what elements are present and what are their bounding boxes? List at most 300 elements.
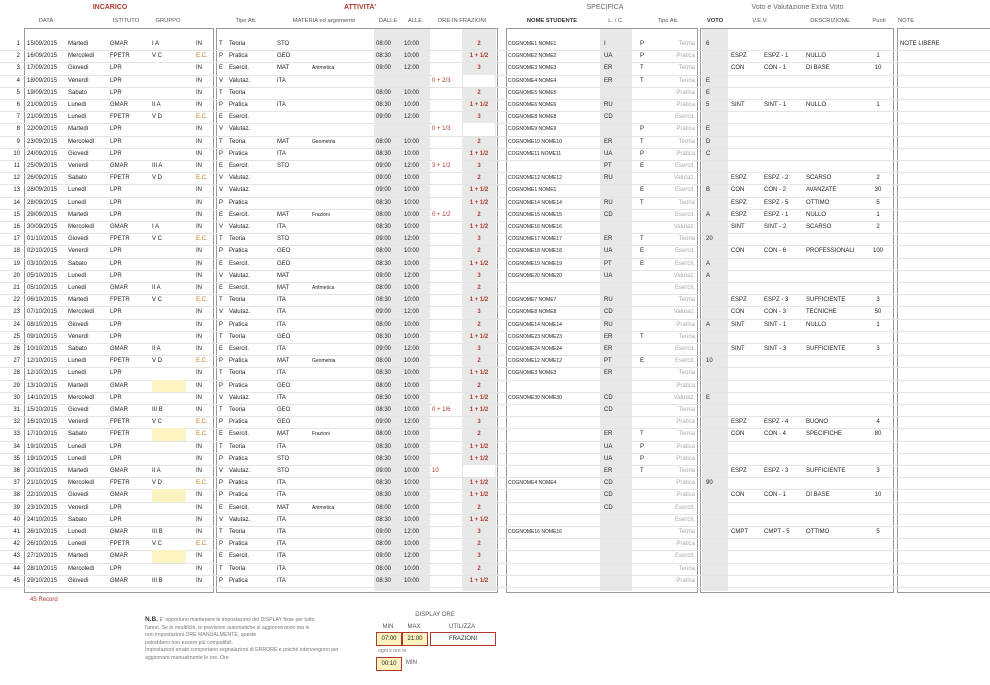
table-row[interactable] xyxy=(0,50,990,63)
cell-t2[interactable] xyxy=(640,172,650,184)
cell-v1[interactable]: ESPZ xyxy=(731,419,747,426)
cell-note[interactable] xyxy=(900,331,986,343)
cell-v2[interactable]: ESPZ - 5 xyxy=(764,199,789,206)
cell-desc[interactable] xyxy=(806,441,864,453)
cell-desc[interactable]: NULLO xyxy=(806,102,827,108)
cell-att[interactable]: Pratica xyxy=(229,321,248,328)
cell-desc[interactable] xyxy=(806,550,864,562)
cell-pt[interactable]: 10 xyxy=(874,492,882,499)
cell-t2[interactable]: P xyxy=(640,455,645,462)
cell-desc[interactable]: SCARSO xyxy=(806,175,832,182)
cell-ore[interactable] xyxy=(432,282,462,294)
cell-day[interactable]: Martedì xyxy=(68,297,89,304)
cell-att[interactable]: Valutaz. xyxy=(229,175,251,182)
cell-arg[interactable] xyxy=(312,575,370,587)
cell-mat[interactable]: MAT xyxy=(277,211,290,218)
cell-ist[interactable]: FPETR xyxy=(110,419,130,426)
table-row[interactable] xyxy=(0,355,990,368)
cell-voto[interactable]: C xyxy=(706,150,711,157)
cell-note[interactable] xyxy=(900,87,986,99)
cell-t[interactable]: P xyxy=(219,358,224,365)
cell-alle[interactable]: 10:00 xyxy=(404,224,420,230)
cell-ist[interactable]: LPR xyxy=(110,516,122,523)
cell-att[interactable]: Teoria xyxy=(229,407,246,413)
cell-ist[interactable]: LPR xyxy=(110,443,122,450)
cell-ist[interactable]: GMAR xyxy=(110,41,128,47)
cell-in[interactable]: IN xyxy=(196,468,202,474)
cell-att2[interactable]: Teoria xyxy=(678,529,695,535)
cell-voto[interactable] xyxy=(706,575,726,587)
cell-in[interactable]: IN xyxy=(196,89,202,96)
cell-t[interactable]: E xyxy=(219,65,224,72)
cell-grp[interactable]: V D xyxy=(152,114,163,121)
cell-att2[interactable]: Pratica xyxy=(676,53,695,60)
cell-mat[interactable]: GEO xyxy=(277,382,291,389)
cell-att2[interactable]: Valutaz. xyxy=(673,394,695,401)
cell-note[interactable] xyxy=(900,233,986,245)
cell-desc[interactable] xyxy=(806,538,864,550)
cell-stud[interactable]: COGNOME8 NOME8 xyxy=(508,114,557,121)
cell-v2[interactable]: ESPZ - 1 xyxy=(764,53,789,60)
cell-arg[interactable] xyxy=(312,392,370,404)
cell-ore[interactable] xyxy=(432,416,462,428)
cell-dalle[interactable]: 08:00 xyxy=(376,211,392,218)
cell-t2[interactable]: P xyxy=(640,443,645,450)
cell-att2[interactable]: Teoria xyxy=(678,431,695,438)
cell-stud[interactable]: COGNOME18 NOME18 xyxy=(508,248,562,255)
cell-t2[interactable] xyxy=(640,502,650,514)
cell-ist[interactable]: LPR xyxy=(110,504,122,511)
cell-att2[interactable]: Teoria xyxy=(678,370,695,377)
cell-t2[interactable] xyxy=(640,575,650,587)
cell-day[interactable]: Venerdì xyxy=(68,333,89,340)
cell-date[interactable]: 16/10/2015 xyxy=(27,419,58,426)
cell-lc[interactable]: CD xyxy=(604,211,613,218)
cell-v1[interactable] xyxy=(731,282,761,294)
cell-v2[interactable]: CON - 2 xyxy=(764,187,787,194)
cell-lc[interactable] xyxy=(604,416,628,428)
cell-stud[interactable]: COGNOME19 NOME19 xyxy=(508,260,562,267)
cell-arg[interactable]: Frazioni xyxy=(312,431,330,438)
cell-pt[interactable] xyxy=(866,75,890,87)
cell-desc[interactable] xyxy=(806,563,864,575)
cell-grp[interactable]: V D xyxy=(152,358,163,365)
cell-v1[interactable]: CON xyxy=(731,492,745,499)
cell-grp[interactable] xyxy=(152,514,186,526)
cell-desc[interactable]: NULLO xyxy=(806,321,827,328)
cell-t[interactable]: P xyxy=(219,480,224,487)
cell-v2[interactable] xyxy=(764,270,804,282)
cell-mat[interactable]: ITA xyxy=(277,346,286,352)
cell-in[interactable]: IN xyxy=(196,138,202,145)
cell-lc[interactable]: I xyxy=(604,41,606,47)
cell-dalle[interactable]: 09:00 xyxy=(376,272,392,279)
cell-note[interactable] xyxy=(900,282,986,294)
cell-alle[interactable]: 10:00 xyxy=(404,468,420,474)
cell-date[interactable]: 25/09/2015 xyxy=(27,163,58,169)
cell-v2[interactable]: SINT - 1 xyxy=(764,321,787,328)
cell-att[interactable]: Pratica xyxy=(229,53,248,60)
cell-alle[interactable]: 10:00 xyxy=(404,370,420,377)
cell-v2[interactable]: CON - 1 xyxy=(764,492,787,499)
cell-v1[interactable] xyxy=(731,87,761,99)
cell-att[interactable]: Esercit. xyxy=(229,553,250,560)
cell-desc[interactable]: AVANZATE xyxy=(806,187,837,194)
cell-lc[interactable] xyxy=(604,282,628,294)
cell-t[interactable]: T xyxy=(219,138,223,145)
cell-v2[interactable] xyxy=(764,392,804,404)
cell-dalle[interactable]: 08:30 xyxy=(376,443,392,450)
cell-mat[interactable] xyxy=(277,184,307,196)
cell-day[interactable]: Lunedì xyxy=(68,443,87,450)
cell-ore[interactable] xyxy=(432,367,462,379)
cell-stud[interactable]: COGNOME6 NOME6 xyxy=(508,102,557,108)
cell-t[interactable]: V xyxy=(219,224,224,230)
cell-note[interactable] xyxy=(900,245,986,257)
cell-arg[interactable] xyxy=(312,99,370,111)
cell-note[interactable] xyxy=(900,209,986,221)
cell-ist[interactable]: FPETR xyxy=(110,236,130,243)
cell-t2[interactable] xyxy=(640,514,650,526)
cell-arg[interactable] xyxy=(312,538,370,550)
cell-grp[interactable]: III B xyxy=(152,407,163,413)
cell-arg[interactable] xyxy=(312,453,370,465)
cell-t2[interactable]: T xyxy=(640,431,644,438)
cell-day[interactable]: Giovedì xyxy=(68,407,89,413)
cell-dalle[interactable]: 08:30 xyxy=(376,480,392,487)
cell-stud[interactable]: COGNOME3 NOME3 xyxy=(508,370,557,377)
cell-voto[interactable]: 10 xyxy=(706,358,713,365)
cell-voto[interactable] xyxy=(706,197,726,209)
cell-ist[interactable]: LPR xyxy=(110,248,122,255)
cell-dalle[interactable]: 09:00 xyxy=(376,65,392,72)
cell-lc[interactable]: UA xyxy=(604,455,613,462)
cell-alle[interactable]: 10:00 xyxy=(404,89,420,96)
cell-day[interactable]: Lunedì xyxy=(68,187,87,194)
cell-voto[interactable] xyxy=(706,465,726,477)
cell-stud[interactable] xyxy=(508,514,598,526)
cell-stud[interactable]: COGNOME12 NOME12 xyxy=(508,175,562,182)
cell-dalle[interactable]: 08:00 xyxy=(376,248,392,255)
cell-dalle[interactable]: 09:00 xyxy=(376,187,392,194)
table-row[interactable] xyxy=(0,331,990,344)
cell-t2[interactable] xyxy=(640,319,650,331)
cell-alle[interactable]: 12:00 xyxy=(404,529,420,535)
cell-att2[interactable]: Teoria xyxy=(678,77,695,84)
cell-desc[interactable] xyxy=(806,148,864,160)
cell-att2[interactable]: Esercit. xyxy=(674,516,695,523)
cell-date[interactable]: 22/09/2015 xyxy=(27,126,58,133)
table-row[interactable] xyxy=(0,148,990,161)
cell-ist[interactable]: GMAR xyxy=(110,577,128,584)
cell-stud[interactable]: COGNOME20 NOME20 xyxy=(508,272,562,279)
cell-in[interactable]: E.C. xyxy=(196,114,208,121)
cell-arg[interactable] xyxy=(312,404,370,416)
cell-v1[interactable]: CMPT xyxy=(731,529,748,535)
cell-ist[interactable]: GMAR xyxy=(110,529,128,535)
cell-fr[interactable]: 1 + 1/2 xyxy=(469,260,489,267)
cell-att2[interactable]: Teoria xyxy=(678,297,695,304)
cell-ist[interactable]: LPR xyxy=(110,309,122,316)
cell-n[interactable]: 22 xyxy=(13,297,20,304)
cell-att2[interactable]: Pratica xyxy=(676,455,695,462)
cell-ist[interactable]: LPR xyxy=(110,65,122,72)
cell-fr[interactable] xyxy=(463,75,495,87)
cell-ore[interactable] xyxy=(432,294,462,306)
cell-stud[interactable] xyxy=(508,428,598,440)
cell-v1[interactable]: SINT xyxy=(731,321,745,328)
cell-t[interactable]: V xyxy=(219,468,224,474)
cell-att[interactable]: Valutaz. xyxy=(229,126,251,133)
cell-in[interactable]: IN xyxy=(196,492,202,499)
cell-ist[interactable]: GMAR xyxy=(110,407,128,413)
cell-pt[interactable] xyxy=(866,477,890,489)
cell-grp[interactable] xyxy=(152,428,186,440)
cell-voto[interactable] xyxy=(706,489,726,501)
cell-day[interactable]: Lunedì xyxy=(68,102,87,108)
cell-t2[interactable]: T xyxy=(640,236,644,243)
cell-mat[interactable]: MAT xyxy=(277,138,290,145)
cell-grp[interactable]: III A xyxy=(152,163,163,169)
cell-att2[interactable]: Esercit. xyxy=(674,260,695,267)
cell-note[interactable] xyxy=(900,111,986,123)
cell-lc[interactable] xyxy=(604,514,628,526)
cell-desc[interactable]: SUFFICIENTE xyxy=(806,346,846,352)
cell-t[interactable]: P xyxy=(219,492,224,499)
cell-v2[interactable] xyxy=(764,75,804,87)
cell-ist[interactable]: FPETR xyxy=(110,480,130,487)
cell-n[interactable]: 15 xyxy=(13,211,20,218)
cell-ore[interactable] xyxy=(432,87,462,99)
cell-alle[interactable]: 12:00 xyxy=(404,163,420,169)
cell-voto[interactable] xyxy=(706,245,726,257)
cell-dalle[interactable]: 08:00 xyxy=(376,431,392,438)
cell-dalle[interactable]: 08:30 xyxy=(376,199,392,206)
cell-note[interactable] xyxy=(900,343,986,355)
cell-stud[interactable]: COGNOME30 NOME30 xyxy=(508,394,562,401)
cell-att[interactable]: Pratica xyxy=(229,382,248,389)
cell-n[interactable]: 4 xyxy=(16,77,20,84)
cell-ore[interactable] xyxy=(432,489,462,501)
cell-v1[interactable]: ESPZ xyxy=(731,211,747,218)
cell-desc[interactable] xyxy=(806,502,864,514)
cell-stud[interactable]: COGNOME10 NOME10 xyxy=(508,138,562,145)
cell-v2[interactable] xyxy=(764,258,804,270)
cell-att2[interactable]: Teoria xyxy=(678,565,695,572)
cell-alle[interactable]: 12:00 xyxy=(404,236,420,243)
cell-voto[interactable]: E xyxy=(706,89,711,96)
cell-date[interactable]: 15/10/2015 xyxy=(27,407,58,413)
table-row[interactable] xyxy=(0,477,990,490)
cell-att[interactable]: Valutaz. xyxy=(229,394,251,401)
cell-t[interactable]: P xyxy=(219,102,224,108)
cell-n[interactable]: 45 xyxy=(13,577,20,584)
cell-stud[interactable]: COGNOME12 NOME12 xyxy=(508,358,562,365)
cell-t[interactable]: T xyxy=(219,565,223,572)
cell-t2[interactable]: P xyxy=(640,41,645,47)
cell-stud[interactable]: COGNOME23 NOME23 xyxy=(508,333,562,340)
cell-t2[interactable]: E xyxy=(640,187,645,194)
cell-fr[interactable]: 1 + 1/2 xyxy=(469,577,489,584)
cell-v2[interactable]: SINT - 2 xyxy=(764,224,787,230)
cell-lc[interactable]: PT xyxy=(604,358,612,365)
cell-day[interactable]: Giovedì xyxy=(68,65,89,72)
cell-arg[interactable] xyxy=(312,75,370,87)
cell-note[interactable]: NOTE LIBERE xyxy=(900,41,940,47)
cell-day[interactable]: Sabato xyxy=(68,260,88,267)
cell-lc[interactable]: RU xyxy=(604,297,613,304)
table-row[interactable] xyxy=(0,367,990,380)
cell-t[interactable]: P xyxy=(219,577,224,584)
cell-grp[interactable]: V D xyxy=(152,175,163,182)
cell-date[interactable]: 24/09/2015 xyxy=(27,150,58,157)
cell-day[interactable]: Mercoledì xyxy=(68,309,95,316)
cell-alle[interactable]: 10:00 xyxy=(404,321,420,328)
cell-dalle[interactable]: 09:00 xyxy=(376,346,392,352)
cell-mat[interactable] xyxy=(277,87,307,99)
cell-grp[interactable] xyxy=(152,380,186,392)
cell-day[interactable]: Lunedì xyxy=(68,541,87,548)
cell-voto[interactable] xyxy=(706,282,726,294)
cell-t[interactable]: T xyxy=(219,89,223,96)
cell-n[interactable]: 27 xyxy=(13,358,20,365)
cell-ist[interactable]: LPR xyxy=(110,150,122,157)
cell-dalle[interactable]: 08:00 xyxy=(376,541,392,548)
cell-ore[interactable]: 10 xyxy=(432,465,462,477)
table-row[interactable] xyxy=(0,538,990,551)
cell-arg[interactable] xyxy=(312,221,370,233)
cell-n[interactable]: 3 xyxy=(16,65,20,72)
cell-stud[interactable] xyxy=(508,489,598,501)
cell-att[interactable]: Esercit. xyxy=(229,114,250,121)
cell-fr[interactable]: 2 xyxy=(477,89,481,96)
cell-t[interactable]: E xyxy=(219,114,224,121)
cell-v2[interactable] xyxy=(764,233,804,245)
cell-arg[interactable] xyxy=(312,563,370,575)
cell-v2[interactable] xyxy=(764,453,804,465)
cell-mat[interactable]: ITA xyxy=(277,529,286,535)
cell-in[interactable]: IN xyxy=(196,346,202,352)
cell-ore[interactable] xyxy=(432,148,462,160)
cell-grp[interactable]: II A xyxy=(152,285,161,291)
cell-voto[interactable] xyxy=(706,428,726,440)
cell-ore[interactable] xyxy=(432,38,462,50)
cell-note[interactable] xyxy=(900,550,986,562)
cell-alle[interactable]: 10:00 xyxy=(404,504,420,511)
cell-date[interactable]: 19/09/2015 xyxy=(27,89,58,96)
cell-v1[interactable] xyxy=(731,331,761,343)
cell-ore[interactable] xyxy=(432,355,462,367)
cell-alle[interactable]: 12:00 xyxy=(404,553,420,560)
cell-pt[interactable] xyxy=(866,38,890,50)
cell-voto[interactable] xyxy=(706,367,726,379)
cell-v1[interactable]: CON xyxy=(731,248,745,255)
cell-in[interactable]: IN xyxy=(196,370,202,377)
cell-grp[interactable] xyxy=(152,392,186,404)
cell-in[interactable]: IN xyxy=(196,529,202,535)
cell-t2[interactable]: T xyxy=(640,65,644,72)
cell-dalle[interactable]: 09:00 xyxy=(376,309,392,316)
cell-n[interactable]: 10 xyxy=(13,150,20,157)
cell-att[interactable]: Pratica xyxy=(229,455,248,462)
cell-ist[interactable]: GMAR xyxy=(110,224,128,230)
cell-desc[interactable]: DI BASE xyxy=(806,65,830,72)
cell-ist[interactable]: GMAR xyxy=(110,382,128,389)
cell-t[interactable]: P xyxy=(219,455,224,462)
table-row[interactable] xyxy=(0,380,990,393)
cell-desc[interactable] xyxy=(806,392,864,404)
table-row[interactable] xyxy=(0,233,990,246)
cell-note[interactable] xyxy=(900,489,986,501)
cell-t[interactable]: P xyxy=(219,150,224,157)
cell-fr[interactable]: 1 + 1/2 xyxy=(469,297,489,304)
cell-att2[interactable]: Teoria xyxy=(678,407,695,413)
cell-grp[interactable] xyxy=(152,148,186,160)
cell-note[interactable] xyxy=(900,538,986,550)
cell-in[interactable]: IN xyxy=(196,553,202,560)
cell-in[interactable]: E.C. xyxy=(196,175,208,182)
cell-lc[interactable]: UA xyxy=(604,248,613,255)
cell-v2[interactable]: ESPZ - 3 xyxy=(764,297,789,304)
cell-pt[interactable]: 80 xyxy=(874,431,882,438)
cell-att2[interactable]: Valutaz. xyxy=(673,224,695,230)
cell-pt[interactable] xyxy=(866,355,890,367)
cell-ist[interactable]: LPR xyxy=(110,199,122,206)
cell-att2[interactable]: Pratica xyxy=(676,150,695,157)
cell-day[interactable]: Martedì xyxy=(68,382,89,389)
cell-in[interactable]: IN xyxy=(196,309,202,316)
cell-pt[interactable] xyxy=(866,282,890,294)
cell-fr[interactable]: 3 xyxy=(477,272,481,279)
cell-date[interactable]: 28/09/2015 xyxy=(27,187,58,194)
cell-att[interactable]: Teoria xyxy=(229,565,246,572)
cell-pt[interactable]: 1 xyxy=(876,102,880,108)
table-row[interactable] xyxy=(0,319,990,332)
cell-mat[interactable]: ITA xyxy=(277,370,286,377)
cell-arg[interactable]: Aritmetica xyxy=(312,504,335,511)
cell-note[interactable] xyxy=(900,575,986,587)
min-input[interactable]: 07:00 xyxy=(376,632,402,646)
cell-grp[interactable] xyxy=(152,62,186,74)
cell-t[interactable]: P xyxy=(219,382,224,389)
cell-dalle[interactable]: 08:00 xyxy=(376,138,392,145)
cell-grp[interactable] xyxy=(152,306,186,318)
cell-n[interactable]: 31 xyxy=(13,407,20,413)
cell-alle[interactable]: 10:00 xyxy=(404,394,420,401)
cell-pt[interactable] xyxy=(866,404,890,416)
cell-note[interactable] xyxy=(900,294,986,306)
cell-t[interactable]: T xyxy=(219,370,223,377)
cell-stud[interactable]: COGNOME3 NOME3 xyxy=(508,65,557,72)
cell-v2[interactable] xyxy=(764,477,804,489)
cell-fr[interactable]: 2 xyxy=(477,138,481,145)
cell-arg[interactable] xyxy=(312,514,370,526)
cell-alle[interactable] xyxy=(404,75,428,87)
cell-note[interactable] xyxy=(900,563,986,575)
cell-date[interactable]: 19/10/2015 xyxy=(27,455,58,462)
cell-date[interactable]: 23/10/2015 xyxy=(27,504,58,511)
cell-day[interactable]: Martedì xyxy=(68,211,89,218)
cell-voto[interactable] xyxy=(706,221,726,233)
cell-desc[interactable] xyxy=(806,38,864,50)
cell-date[interactable]: 17/09/2015 xyxy=(27,65,58,72)
table-row[interactable] xyxy=(0,111,990,124)
cell-day[interactable]: Lunedì xyxy=(68,285,87,291)
cell-ist[interactable]: LPR xyxy=(110,333,122,340)
cell-day[interactable]: Lunedì xyxy=(68,114,87,121)
utilizza-select[interactable]: FRAZIONI xyxy=(430,632,496,646)
cell-att[interactable]: Valutaz. xyxy=(229,309,251,316)
